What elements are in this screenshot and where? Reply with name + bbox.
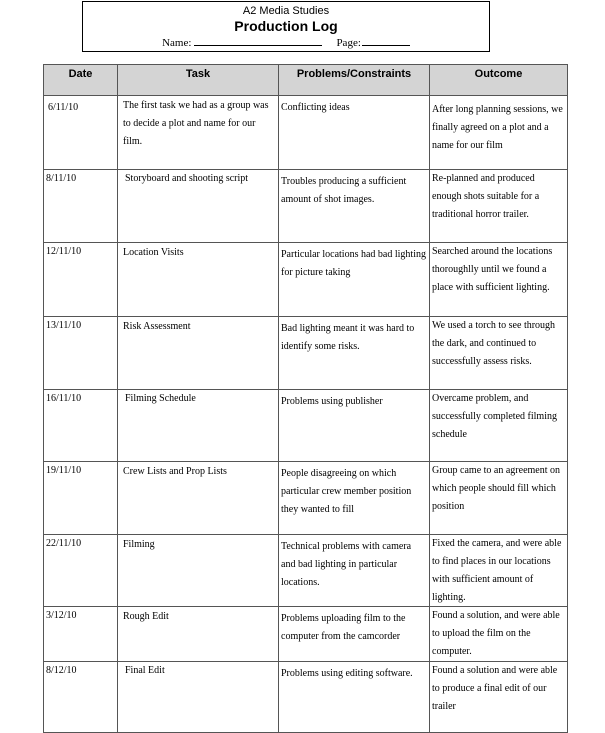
outcome-cell: Found a solution and were able to produce a final edit of our trailer	[430, 662, 568, 733]
date-cell: 8/12/10	[44, 662, 118, 733]
table-row	[44, 170, 568, 243]
date-cell: 16/11/10	[44, 390, 118, 462]
task-cell: Location Visits	[118, 243, 279, 317]
document-header	[82, 1, 490, 52]
name-label: Name:	[162, 37, 192, 49]
table-row	[44, 96, 568, 170]
task-cell: Filming	[118, 535, 279, 607]
outcome-cell: Group came to an agreement on which people should fill which position	[430, 462, 568, 535]
course-subtitle: A2 Media Studies	[242, 5, 330, 17]
outcome-cell: Searched around the locations thoroughlly until we found a place with sufficient lighting.	[430, 243, 568, 317]
table-row	[44, 317, 568, 390]
page-blank	[362, 35, 410, 46]
column-header-date: Date	[44, 65, 118, 96]
problems-cell: Problems uploading film to the computer from the camcorder	[279, 607, 430, 662]
table-row	[44, 462, 568, 535]
table-row	[44, 662, 568, 733]
name-page-line	[83, 35, 489, 50]
date-cell: 19/11/10	[44, 462, 118, 535]
column-header-problems: Problems/Constraints	[279, 65, 430, 96]
column-header-outcome: Outcome	[430, 65, 568, 96]
outcome-cell: We used a torch to see through the dark, and continued to successfully assess risks.	[430, 317, 568, 390]
table-row	[44, 535, 568, 607]
outcome-cell: Fixed the camera, and were able to find places in our locations with sufficient amount of lighting.	[430, 535, 568, 607]
name-blank	[194, 35, 322, 46]
problems-cell: People disagreeing on which particular crew member position they wanted to fill	[279, 462, 430, 535]
task-cell: Risk Assessment	[118, 317, 279, 390]
production-log-table	[43, 64, 568, 733]
problems-cell: Bad lighting meant it was hard to identify some risks.	[279, 317, 430, 390]
table-row	[44, 390, 568, 462]
table-header-row	[44, 65, 568, 96]
task-cell: The first task we had as a group was to decide a plot and name for our film.	[118, 96, 279, 170]
outcome-cell: After long planning sessions, we finally agreed on a plot and a name for our film	[430, 96, 568, 170]
problems-cell: Conflicting ideas	[279, 96, 430, 170]
problems-cell: Problems using editing software.	[279, 662, 430, 733]
outcome-cell: Re-planned and produced enough shots suitable for a traditional horror trailer.	[430, 170, 568, 243]
table-row	[44, 607, 568, 662]
document-title: Production Log	[234, 18, 338, 34]
problems-cell: Technical problems with camera and bad lighting in particular locations.	[279, 535, 430, 607]
date-cell: 22/11/10	[44, 535, 118, 607]
problems-cell: Particular locations had bad lighting for picture taking	[279, 243, 430, 317]
page-label: Page:	[336, 37, 361, 49]
date-cell: 6/11/10	[44, 96, 118, 170]
date-cell: 12/11/10	[44, 243, 118, 317]
problems-cell: Problems using publisher	[279, 390, 430, 462]
task-cell: Rough Edit	[118, 607, 279, 662]
date-cell: 8/11/10	[44, 170, 118, 243]
date-cell: 3/12/10	[44, 607, 118, 662]
date-cell: 13/11/10	[44, 317, 118, 390]
outcome-cell: Overcame problem, and successfully completed filming schedule	[430, 390, 568, 462]
problems-cell: Troubles producing a sufficient amount of shot images.	[279, 170, 430, 243]
table-row	[44, 243, 568, 317]
task-cell: Filming Schedule	[118, 390, 279, 462]
task-cell: Storyboard and shooting script	[118, 170, 279, 243]
outcome-cell: Found a solution, and were able to upload the film on the computer.	[430, 607, 568, 662]
task-cell: Crew Lists and Prop Lists	[118, 462, 279, 535]
column-header-task: Task	[118, 65, 279, 96]
task-cell: Final Edit	[118, 662, 279, 733]
